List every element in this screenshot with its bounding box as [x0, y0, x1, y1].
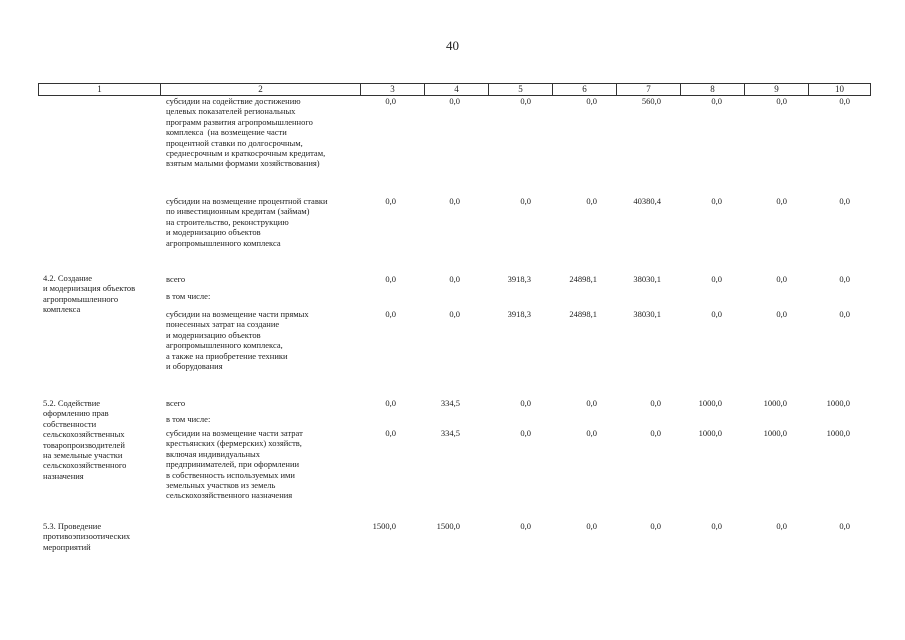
value-cell: 0,0: [839, 274, 850, 284]
column-header-4: 4: [424, 84, 488, 95]
value-cell: 0,0: [711, 521, 722, 531]
value-cell: 0,0: [520, 428, 531, 438]
row-description: в том числе:: [166, 291, 211, 301]
value-cell: 0,0: [449, 309, 460, 319]
value-cell: 24898,1: [569, 274, 597, 284]
row-description: субсидии на возмещение части затрат крестьянских (фермерских) хозяйств, включая индивидуальных предпринимателей, при оформлении в собственность используемых ими земельных участков из земель сельскохозяйственного назначения: [166, 428, 303, 501]
value-cell: 0,0: [520, 196, 531, 206]
value-cell: 0,0: [520, 521, 531, 531]
value-cell: 0,0: [711, 196, 722, 206]
value-cell: 1000,0: [698, 398, 722, 408]
value-cell: 0,0: [776, 309, 787, 319]
value-cell: 0,0: [776, 274, 787, 284]
value-cell: 0,0: [711, 274, 722, 284]
value-cell: 0,0: [650, 521, 661, 531]
row-description: всего: [166, 398, 186, 408]
column-header-8: 8: [680, 84, 744, 95]
value-cell: 0,0: [776, 96, 787, 106]
row-name: 5.3. Проведение противоэпизоотических мероприятий: [43, 521, 131, 552]
value-cell: 0,0: [385, 309, 396, 319]
value-cell: 1000,0: [763, 398, 787, 408]
value-cell: 0,0: [586, 398, 597, 408]
column-header-6: 6: [552, 84, 616, 95]
page-number: 40: [446, 38, 459, 53]
value-cell: 0,0: [520, 398, 531, 408]
value-cell: 24898,1: [569, 309, 597, 319]
value-cell: 1500,0: [372, 521, 396, 531]
value-cell: 1000,0: [826, 398, 850, 408]
value-cell: 0,0: [385, 428, 396, 438]
value-cell: 0,0: [385, 196, 396, 206]
row-description: субсидии на возмещение процентной ставки по инвестиционным кредитам (займам) на строительство, реконструкцию и модернизацию объектов агропромышленного комплекса: [166, 196, 328, 248]
column-header-3: 3: [360, 84, 424, 95]
column-header-10: 10: [808, 84, 870, 95]
value-cell: 1000,0: [763, 428, 787, 438]
value-cell: 0,0: [839, 521, 850, 531]
value-cell: 38030,1: [633, 274, 661, 284]
value-cell: 334,5: [440, 398, 460, 408]
value-cell: 560,0: [641, 96, 661, 106]
value-cell: 0,0: [385, 96, 396, 106]
value-cell: 334,5: [440, 428, 460, 438]
value-cell: 40380,4: [633, 196, 661, 206]
row-description: в том числе:: [166, 414, 211, 424]
value-cell: 1000,0: [698, 428, 722, 438]
value-cell: 0,0: [586, 521, 597, 531]
value-cell: 0,0: [385, 274, 396, 284]
value-cell: 0,0: [586, 196, 597, 206]
value-cell: 0,0: [776, 521, 787, 531]
value-cell: 0,0: [449, 196, 460, 206]
value-cell: 3918,3: [507, 309, 531, 319]
value-cell: 3918,3: [507, 274, 531, 284]
row-description: субсидии на содействие достижению целевых показателей региональных программ развития агропромышленного комплекса (на возмещение части процентной ставки по долгосрочным, среднесрочным и краткосрочным кредитам, взятым малыми формами хозяйствования): [166, 96, 326, 169]
row-description: всего: [166, 274, 186, 284]
column-header-2: 2: [160, 84, 360, 95]
value-cell: 0,0: [449, 96, 460, 106]
value-cell: 0,0: [839, 196, 850, 206]
value-cell: 0,0: [839, 96, 850, 106]
value-cell: 0,0: [776, 196, 787, 206]
table-header: [38, 83, 871, 96]
value-cell: 0,0: [711, 96, 722, 106]
value-cell: 0,0: [449, 274, 460, 284]
value-cell: 0,0: [385, 398, 396, 408]
column-header-1: 1: [97, 84, 102, 94]
row-description: субсидии на возмещение части прямых понесенных затрат на создание и модернизацию объектов агропромышленного комплекса, а также на приобретение техники и оборудования: [166, 309, 309, 372]
value-cell: 0,0: [586, 96, 597, 106]
value-cell: 0,0: [650, 398, 661, 408]
row-name: 4.2. Создание и модернизация объектов агропромышленного комплекса: [43, 273, 136, 315]
value-cell: 0,0: [520, 96, 531, 106]
value-cell: 1000,0: [826, 428, 850, 438]
column-header-7: 7: [616, 84, 680, 95]
column-header-9: 9: [744, 84, 808, 95]
value-cell: 0,0: [711, 309, 722, 319]
column-header-5: 5: [488, 84, 552, 95]
value-cell: 38030,1: [633, 309, 661, 319]
value-cell: 0,0: [650, 428, 661, 438]
value-cell: 0,0: [839, 309, 850, 319]
value-cell: 1500,0: [436, 521, 460, 531]
row-name: 5.2. Содействие оформлению прав собственности сельскохозяйственных товаропроизводителей на земельные участки сельскохозяйственного назначения: [43, 398, 127, 481]
value-cell: 0,0: [586, 428, 597, 438]
